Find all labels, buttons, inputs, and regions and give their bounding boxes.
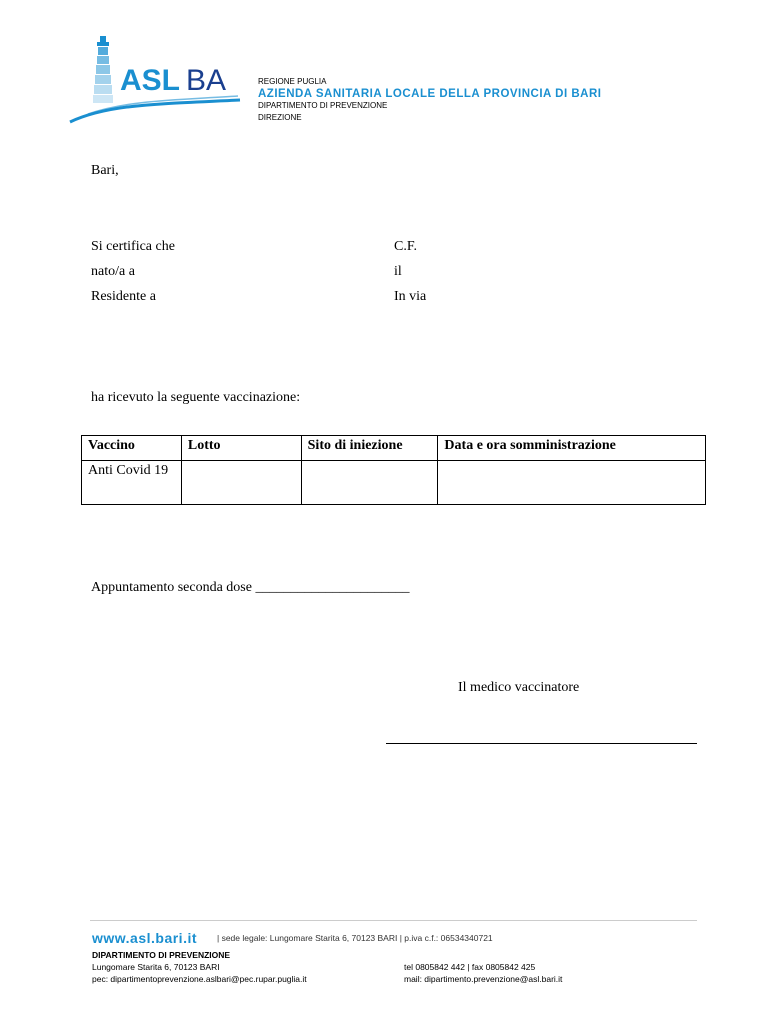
field-street-label: In via [394,289,427,304]
signature-label: Il medico vaccinatore [458,680,580,695]
header-department: DIPARTIMENTO DI PREVENZIONE [258,101,388,110]
table-cell-vaccine: Anti Covid 19 [82,461,182,505]
table-header-site: Sito di iniezione [301,436,438,461]
table-cell-site[interactable] [301,461,438,505]
footer-divider [90,920,697,921]
logo-text-asl: ASL [120,64,180,97]
table-header-row [82,436,706,461]
table-cell-datetime[interactable] [438,461,706,505]
footer-phone-fax: tel 0805842 442 | fax 0805842 425 [404,962,536,972]
field-resident-label: Residente a [91,289,156,304]
field-cf-label: C.F. [394,239,418,254]
vaccination-intro: ha ricevuto la seguente vaccinazione: [91,390,301,405]
logo-text-ba: BA [186,64,227,97]
header-agency: AZIENDA SANITARIA LOCALE DELLA PROVINCIA DI BARI [258,88,602,100]
table-header-lot: Lotto [181,436,301,461]
vaccination-table [81,435,706,505]
footer-mail: mail: dipartimento.prevenzione@asl.bari.it [404,974,563,984]
header-office: DIREZIONE [258,113,302,122]
field-on-label: il [394,264,402,279]
table-cell-lot[interactable] [181,461,301,505]
place-date: Bari, [91,163,119,178]
signature-line [386,743,697,744]
footer-website-link[interactable]: www.asl.bari.it [92,930,198,946]
footer-department: DIPARTIMENTO DI PREVENZIONE [92,950,231,960]
table-header-vaccine: Vaccino [82,436,182,461]
asl-bari-logo [68,30,244,126]
second-dose-appointment: Appuntamento seconda dose ______________________ [91,580,410,595]
header-region: REGIONE PUGLIA [258,77,327,86]
table-row [82,461,706,505]
field-certify-label: Si certifica che [91,239,175,254]
footer-pec: pec: dipartimentoprevenzione.aslbari@pec.rupar.puglia.it [92,974,307,984]
lighthouse-icon [93,36,113,103]
table-header-datetime: Data e ora somministrazione [438,436,706,461]
footer-address: Lungomare Starita 6, 70123 BARI [92,962,220,972]
field-born-label: nato/a a [91,264,135,279]
footer-legal-info: | sede legale: Lungomare Starita 6, 70123 BARI | p.iva c.f.: 06534340721 [217,933,493,943]
